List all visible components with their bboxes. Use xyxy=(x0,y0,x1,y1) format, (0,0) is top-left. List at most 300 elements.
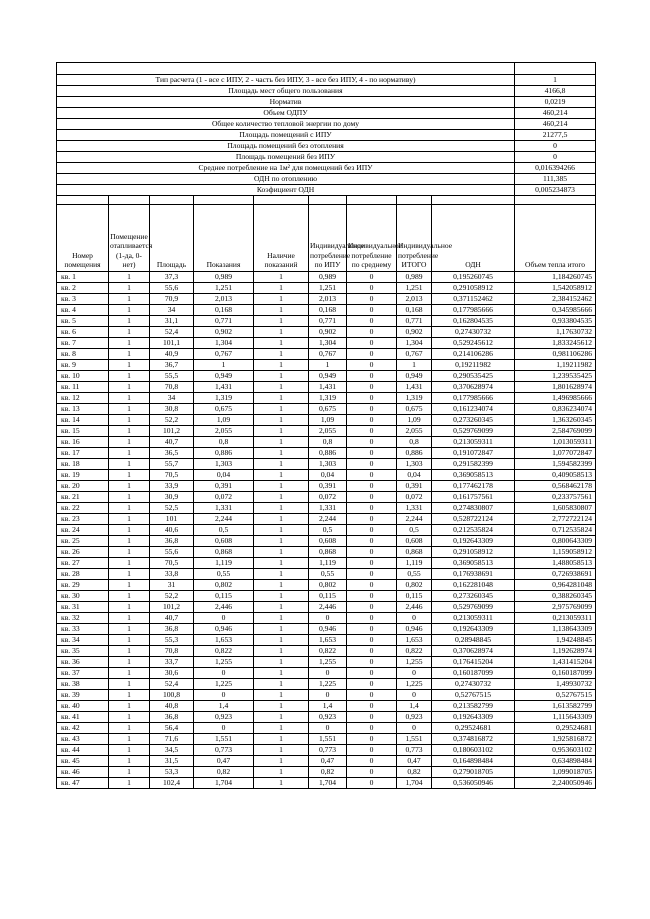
table-row xyxy=(57,734,596,745)
table-cell: 34 xyxy=(150,393,194,404)
table-cell: 2,244 xyxy=(397,514,432,525)
table-cell: 1 xyxy=(109,723,150,734)
table-cell: 0,55 xyxy=(397,569,432,580)
table-cell: 1 xyxy=(254,360,309,371)
table-cell: 0,192643309 xyxy=(432,536,515,547)
table-cell: 2,384152462 xyxy=(515,294,596,305)
table-cell: 1 xyxy=(254,415,309,426)
table-cell: 1 xyxy=(254,272,309,283)
table-cell: 1,653 xyxy=(397,635,432,646)
table-cell: 0 xyxy=(347,558,397,569)
table-cell: 0,273260345 xyxy=(432,415,515,426)
table-cell: 0,52767515 xyxy=(515,690,596,701)
table-row xyxy=(57,580,596,591)
table-cell: 0,168 xyxy=(309,305,347,316)
column-header: ОДН xyxy=(432,205,515,272)
table-cell: 0,767 xyxy=(309,349,347,360)
table-cell: 1 xyxy=(109,448,150,459)
table-row xyxy=(57,756,596,767)
table-cell: 1 xyxy=(254,382,309,393)
table-cell: 0,8 xyxy=(397,437,432,448)
table-cell: 0 xyxy=(347,547,397,558)
table-cell: 1 xyxy=(109,459,150,470)
table-cell: 0 xyxy=(347,657,397,668)
table-cell: 0 xyxy=(347,723,397,734)
table-cell: 1,49930732 xyxy=(515,679,596,690)
parameter-value: 0,005234873 xyxy=(515,185,596,196)
apartments-block xyxy=(57,196,596,789)
table-cell: 1,653 xyxy=(194,635,254,646)
table-cell: кв. 45 xyxy=(57,756,109,767)
table-cell: 52,5 xyxy=(150,503,194,514)
table-cell: 1,496985666 xyxy=(515,393,596,404)
table-cell: 52,2 xyxy=(150,415,194,426)
table-cell: 0 xyxy=(347,470,397,481)
table-cell: 1 xyxy=(109,591,150,602)
table-cell: 0,274830807 xyxy=(432,503,515,514)
table-cell: 1 xyxy=(109,492,150,503)
table-cell: 0,608 xyxy=(194,536,254,547)
table-cell: кв. 7 xyxy=(57,338,109,349)
table-cell: 1 xyxy=(109,624,150,635)
table-cell: 0,529769099 xyxy=(432,602,515,613)
table-cell: 1,594582399 xyxy=(515,459,596,470)
table-cell: 1 xyxy=(254,514,309,525)
table-cell: 1,119 xyxy=(397,558,432,569)
table-row xyxy=(57,448,596,459)
table-cell: 1 xyxy=(254,778,309,789)
table-cell: 1 xyxy=(254,536,309,547)
table-cell: 0 xyxy=(309,690,347,701)
table-cell: 52,2 xyxy=(150,591,194,602)
table-cell: 2,240050946 xyxy=(515,778,596,789)
table-cell: 0,27430732 xyxy=(432,327,515,338)
table-cell: 0,160187099 xyxy=(432,668,515,679)
table-cell: 1,255 xyxy=(397,657,432,668)
table-row xyxy=(57,426,596,437)
table-cell: 1,251 xyxy=(309,283,347,294)
parameter-label: Норматив xyxy=(57,97,515,108)
table-cell: 1 xyxy=(109,712,150,723)
table-cell: 0,923 xyxy=(309,712,347,723)
table-cell: 0 xyxy=(194,723,254,734)
table-cell: 36,8 xyxy=(150,624,194,635)
table-cell: 1,115643309 xyxy=(515,712,596,723)
table-cell: 0 xyxy=(347,514,397,525)
table-cell: 0 xyxy=(347,602,397,613)
table-cell: 1 xyxy=(109,536,150,547)
table-cell: 0,29524681 xyxy=(432,723,515,734)
table-cell: 55,7 xyxy=(150,459,194,470)
table-cell: 1 xyxy=(109,745,150,756)
parameter-row xyxy=(57,163,596,174)
table-cell: 0,27430732 xyxy=(432,679,515,690)
table-cell: 0,391 xyxy=(397,481,432,492)
table-cell: 1 xyxy=(109,503,150,514)
table-cell: 0,28948845 xyxy=(432,635,515,646)
table-cell: 1,09 xyxy=(194,415,254,426)
table-cell: 1 xyxy=(254,305,309,316)
column-header: Индивидуальное потребление по среднему xyxy=(347,205,397,272)
table-cell: 0,767 xyxy=(397,349,432,360)
table-cell: 34 xyxy=(150,305,194,316)
table-cell: 0,771 xyxy=(194,316,254,327)
table-cell: 2,772722124 xyxy=(515,514,596,525)
table-cell: 71,6 xyxy=(150,734,194,745)
table-cell: 1 xyxy=(254,525,309,536)
table-cell: кв. 3 xyxy=(57,294,109,305)
table-cell: 0 xyxy=(347,580,397,591)
table-cell: 1 xyxy=(254,712,309,723)
table-cell: кв. 44 xyxy=(57,745,109,756)
table-cell: 0 xyxy=(347,635,397,646)
table-cell: 0 xyxy=(347,360,397,371)
table-row xyxy=(57,492,596,503)
table-cell: 0,115 xyxy=(194,591,254,602)
table-cell: 1 xyxy=(109,701,150,712)
table-row xyxy=(57,481,596,492)
table-cell: 1 xyxy=(254,646,309,657)
table-row xyxy=(57,382,596,393)
table-cell: 0,162804535 xyxy=(432,316,515,327)
table-cell: 70,8 xyxy=(150,382,194,393)
table-cell: кв. 8 xyxy=(57,349,109,360)
table-cell: 31,1 xyxy=(150,316,194,327)
table-cell: кв. 5 xyxy=(57,316,109,327)
table-cell: 1,704 xyxy=(309,778,347,789)
table-cell: 1 xyxy=(254,613,309,624)
parameter-label: Коэфициент ОДН xyxy=(57,185,515,196)
table-cell: 0,634898484 xyxy=(515,756,596,767)
table-cell: 0,82 xyxy=(397,767,432,778)
table-cell: 0,47 xyxy=(309,756,347,767)
table-cell: 1 xyxy=(254,338,309,349)
table-cell: 1,09 xyxy=(397,415,432,426)
table-cell: 0,902 xyxy=(397,327,432,338)
table-cell: 0,370628974 xyxy=(432,382,515,393)
table-cell: 0,161757561 xyxy=(432,492,515,503)
table-cell: 1 xyxy=(109,316,150,327)
table-cell: кв. 24 xyxy=(57,525,109,536)
table-cell: 1,551 xyxy=(194,734,254,745)
table-cell: 56,4 xyxy=(150,723,194,734)
table-cell: 0,981106286 xyxy=(515,349,596,360)
table-cell: 33,8 xyxy=(150,569,194,580)
table-cell: 0,391 xyxy=(309,481,347,492)
table-cell: 101,2 xyxy=(150,602,194,613)
table-cell: 0,19211982 xyxy=(432,360,515,371)
table-cell: 0,345985666 xyxy=(515,305,596,316)
table-cell: 0,290535425 xyxy=(432,371,515,382)
table-cell: 1 xyxy=(109,404,150,415)
table-cell: 1 xyxy=(254,470,309,481)
table-cell: 0,675 xyxy=(397,404,432,415)
table-cell: 34,5 xyxy=(150,745,194,756)
table-cell: 1 xyxy=(254,657,309,668)
table-cell: 0,946 xyxy=(309,624,347,635)
table-cell: 0 xyxy=(347,492,397,503)
table-cell: 52,4 xyxy=(150,679,194,690)
table-cell: кв. 21 xyxy=(57,492,109,503)
table-cell: 0,949 xyxy=(194,371,254,382)
table-cell: кв. 42 xyxy=(57,723,109,734)
table-cell: кв. 27 xyxy=(57,558,109,569)
table-row xyxy=(57,569,596,580)
table-cell: 36,8 xyxy=(150,712,194,723)
table-cell: 36,7 xyxy=(150,360,194,371)
table-cell: кв. 32 xyxy=(57,613,109,624)
parameter-value: 4166,8 xyxy=(515,86,596,97)
table-row xyxy=(57,668,596,679)
table-cell: 1 xyxy=(109,382,150,393)
table-row xyxy=(57,327,596,338)
blank-row xyxy=(57,63,596,75)
table-cell: 0 xyxy=(347,294,397,305)
table-cell: 1,363260345 xyxy=(515,415,596,426)
table-cell: 0 xyxy=(194,690,254,701)
table-cell: 1 xyxy=(254,459,309,470)
table-cell: 1,159058912 xyxy=(515,547,596,558)
table-cell: 0,212535824 xyxy=(432,525,515,536)
table-cell: 1 xyxy=(254,635,309,646)
table-cell: 0,771 xyxy=(397,316,432,327)
table-cell: 1,833245612 xyxy=(515,338,596,349)
table-cell: кв. 9 xyxy=(57,360,109,371)
table-cell: 0,886 xyxy=(397,448,432,459)
table-cell: 0 xyxy=(347,283,397,294)
table-cell: 0 xyxy=(347,734,397,745)
table-cell: 0,115 xyxy=(309,591,347,602)
table-cell: 0,726938691 xyxy=(515,569,596,580)
table-cell: 0,072 xyxy=(194,492,254,503)
table-cell: 2,013 xyxy=(194,294,254,305)
table-row xyxy=(57,514,596,525)
table-cell: 0,168 xyxy=(194,305,254,316)
table-cell: 1 xyxy=(109,426,150,437)
table-cell: кв. 35 xyxy=(57,646,109,657)
table-cell: 1,303 xyxy=(397,459,432,470)
table-cell: 2,055 xyxy=(309,426,347,437)
table-cell: 0,177985666 xyxy=(432,305,515,316)
table-cell: 1 xyxy=(109,283,150,294)
table-cell: 0,192643309 xyxy=(432,624,515,635)
table-cell: 1 xyxy=(109,437,150,448)
heating-calculation-table xyxy=(56,62,596,789)
table-cell: 0,886 xyxy=(309,448,347,459)
parameter-row xyxy=(57,86,596,97)
table-cell: 0,773 xyxy=(397,745,432,756)
table-cell: 1 xyxy=(254,492,309,503)
table-cell: 1,331 xyxy=(309,503,347,514)
table-cell: 70,9 xyxy=(150,294,194,305)
table-cell: 0 xyxy=(347,712,397,723)
table-cell: 2,446 xyxy=(397,602,432,613)
table-cell: 1 xyxy=(254,624,309,635)
table-cell: 0,989 xyxy=(397,272,432,283)
table-cell: кв. 41 xyxy=(57,712,109,723)
table-cell: 1,251 xyxy=(397,283,432,294)
table-cell: 55,6 xyxy=(150,547,194,558)
table-cell: 0,161234074 xyxy=(432,404,515,415)
table-cell: 37,3 xyxy=(150,272,194,283)
column-header-row xyxy=(57,205,596,272)
table-cell: 0 xyxy=(347,426,397,437)
parameter-row xyxy=(57,130,596,141)
table-cell: 1,09 xyxy=(309,415,347,426)
table-cell: кв. 11 xyxy=(57,382,109,393)
table-cell: 1,801628974 xyxy=(515,382,596,393)
table-cell: 0,176938691 xyxy=(432,569,515,580)
column-header: Объем тепла итого xyxy=(515,205,596,272)
table-row xyxy=(57,415,596,426)
table-cell: 0 xyxy=(347,624,397,635)
table-cell: 1 xyxy=(254,734,309,745)
table-cell: 1 xyxy=(254,767,309,778)
column-header: Показания xyxy=(194,205,254,272)
table-cell: 0,195260745 xyxy=(432,272,515,283)
table-cell: 0,52767515 xyxy=(432,690,515,701)
table-cell: 0,371152462 xyxy=(432,294,515,305)
table-row xyxy=(57,437,596,448)
table-cell: 1,331 xyxy=(194,503,254,514)
table-cell: кв. 34 xyxy=(57,635,109,646)
table-row xyxy=(57,338,596,349)
table-cell: 0,177985666 xyxy=(432,393,515,404)
table-cell: 101,2 xyxy=(150,426,194,437)
table-cell: 101,1 xyxy=(150,338,194,349)
table-cell: 0 xyxy=(347,393,397,404)
table-cell: 1,304 xyxy=(194,338,254,349)
table-cell: 1,077072847 xyxy=(515,448,596,459)
table-cell: кв. 1 xyxy=(57,272,109,283)
table-cell: 1 xyxy=(109,602,150,613)
table-row xyxy=(57,525,596,536)
table-row xyxy=(57,371,596,382)
table-cell: 55,3 xyxy=(150,635,194,646)
parameter-row xyxy=(57,75,596,86)
table-cell: 1,431 xyxy=(194,382,254,393)
table-cell: 1,255 xyxy=(194,657,254,668)
table-row xyxy=(57,613,596,624)
table-cell: 0,933804535 xyxy=(515,316,596,327)
table-cell: 0,902 xyxy=(309,327,347,338)
table-cell: 1,613582799 xyxy=(515,701,596,712)
table-cell: 2,244 xyxy=(309,514,347,525)
table-cell: 0,29524681 xyxy=(515,723,596,734)
table-cell: 0,273260345 xyxy=(432,591,515,602)
table-cell: 1,304 xyxy=(309,338,347,349)
table-cell: 1 xyxy=(109,613,150,624)
table-cell: 0 xyxy=(347,415,397,426)
table-cell: 1 xyxy=(109,349,150,360)
table-cell: кв. 39 xyxy=(57,690,109,701)
table-cell: 0,802 xyxy=(309,580,347,591)
table-cell: 40,6 xyxy=(150,525,194,536)
table-cell: 55,6 xyxy=(150,283,194,294)
table-cell: 0,291058912 xyxy=(432,283,515,294)
table-cell: 1 xyxy=(254,426,309,437)
table-cell: 52,4 xyxy=(150,327,194,338)
table-row xyxy=(57,712,596,723)
table-cell: 2,055 xyxy=(194,426,254,437)
table-cell: 1,303 xyxy=(309,459,347,470)
table-cell: 0,529245612 xyxy=(432,338,515,349)
column-header: Индивидуальное потребление по ИПУ xyxy=(309,205,347,272)
column-header: Площадь xyxy=(150,205,194,272)
table-cell: 55,5 xyxy=(150,371,194,382)
table-cell: 1 xyxy=(109,646,150,657)
table-cell: 0,168 xyxy=(397,305,432,316)
table-cell: 1,704 xyxy=(397,778,432,789)
table-cell: 1 xyxy=(109,657,150,668)
table-row xyxy=(57,294,596,305)
table-cell: 0 xyxy=(397,613,432,624)
table-cell: 1,4 xyxy=(309,701,347,712)
table-cell: 1,431 xyxy=(397,382,432,393)
table-cell: 1 xyxy=(254,371,309,382)
table-cell: 1,319 xyxy=(397,393,432,404)
table-cell: 1 xyxy=(109,547,150,558)
table-cell: 1 xyxy=(109,690,150,701)
table-cell: 1 xyxy=(397,360,432,371)
table-cell: кв. 25 xyxy=(57,536,109,547)
table-cell: 1,319 xyxy=(194,393,254,404)
table-cell: 0,946 xyxy=(397,624,432,635)
table-cell: 0,802 xyxy=(397,580,432,591)
table-cell: кв. 15 xyxy=(57,426,109,437)
table-cell: 0,964281048 xyxy=(515,580,596,591)
table-cell: 2,975769099 xyxy=(515,602,596,613)
table-cell: 1,239535425 xyxy=(515,371,596,382)
table-cell: 1,225 xyxy=(309,679,347,690)
table-cell: 0 xyxy=(347,767,397,778)
table-cell: 1 xyxy=(109,558,150,569)
table-row xyxy=(57,591,596,602)
table-cell: 1 xyxy=(109,338,150,349)
table-cell: кв. 4 xyxy=(57,305,109,316)
table-cell: 1 xyxy=(109,514,150,525)
table-cell: 0,369058513 xyxy=(432,558,515,569)
table-cell: 0,946 xyxy=(194,624,254,635)
parameter-value: 0 xyxy=(515,141,596,152)
table-cell: 1,255 xyxy=(309,657,347,668)
table-cell: 0,369058513 xyxy=(432,470,515,481)
table-cell: 2,446 xyxy=(194,602,254,613)
table-cell: 1 xyxy=(109,778,150,789)
column-header: Наличие показаний xyxy=(254,205,309,272)
table-cell: кв. 22 xyxy=(57,503,109,514)
table-cell: 1 xyxy=(254,580,309,591)
table-cell: 0 xyxy=(347,327,397,338)
table-cell: 0,370628974 xyxy=(432,646,515,657)
table-row xyxy=(57,679,596,690)
table-cell: 1 xyxy=(109,481,150,492)
table-cell: 1,704 xyxy=(194,778,254,789)
table-cell: 1 xyxy=(194,360,254,371)
parameter-row xyxy=(57,141,596,152)
parameter-label: Среднее потребление на 1м² для помещений без ИПУ xyxy=(57,163,515,174)
parameter-label: Объем ОДПУ xyxy=(57,108,515,119)
table-row xyxy=(57,316,596,327)
table-cell: 1,431 xyxy=(309,382,347,393)
table-cell: 0 xyxy=(347,272,397,283)
table-cell: 0,536050946 xyxy=(432,778,515,789)
table-cell: кв. 31 xyxy=(57,602,109,613)
table-cell: 0 xyxy=(347,745,397,756)
table-cell: 0,391 xyxy=(194,481,254,492)
table-cell: 0,5 xyxy=(397,525,432,536)
table-cell: кв. 6 xyxy=(57,327,109,338)
